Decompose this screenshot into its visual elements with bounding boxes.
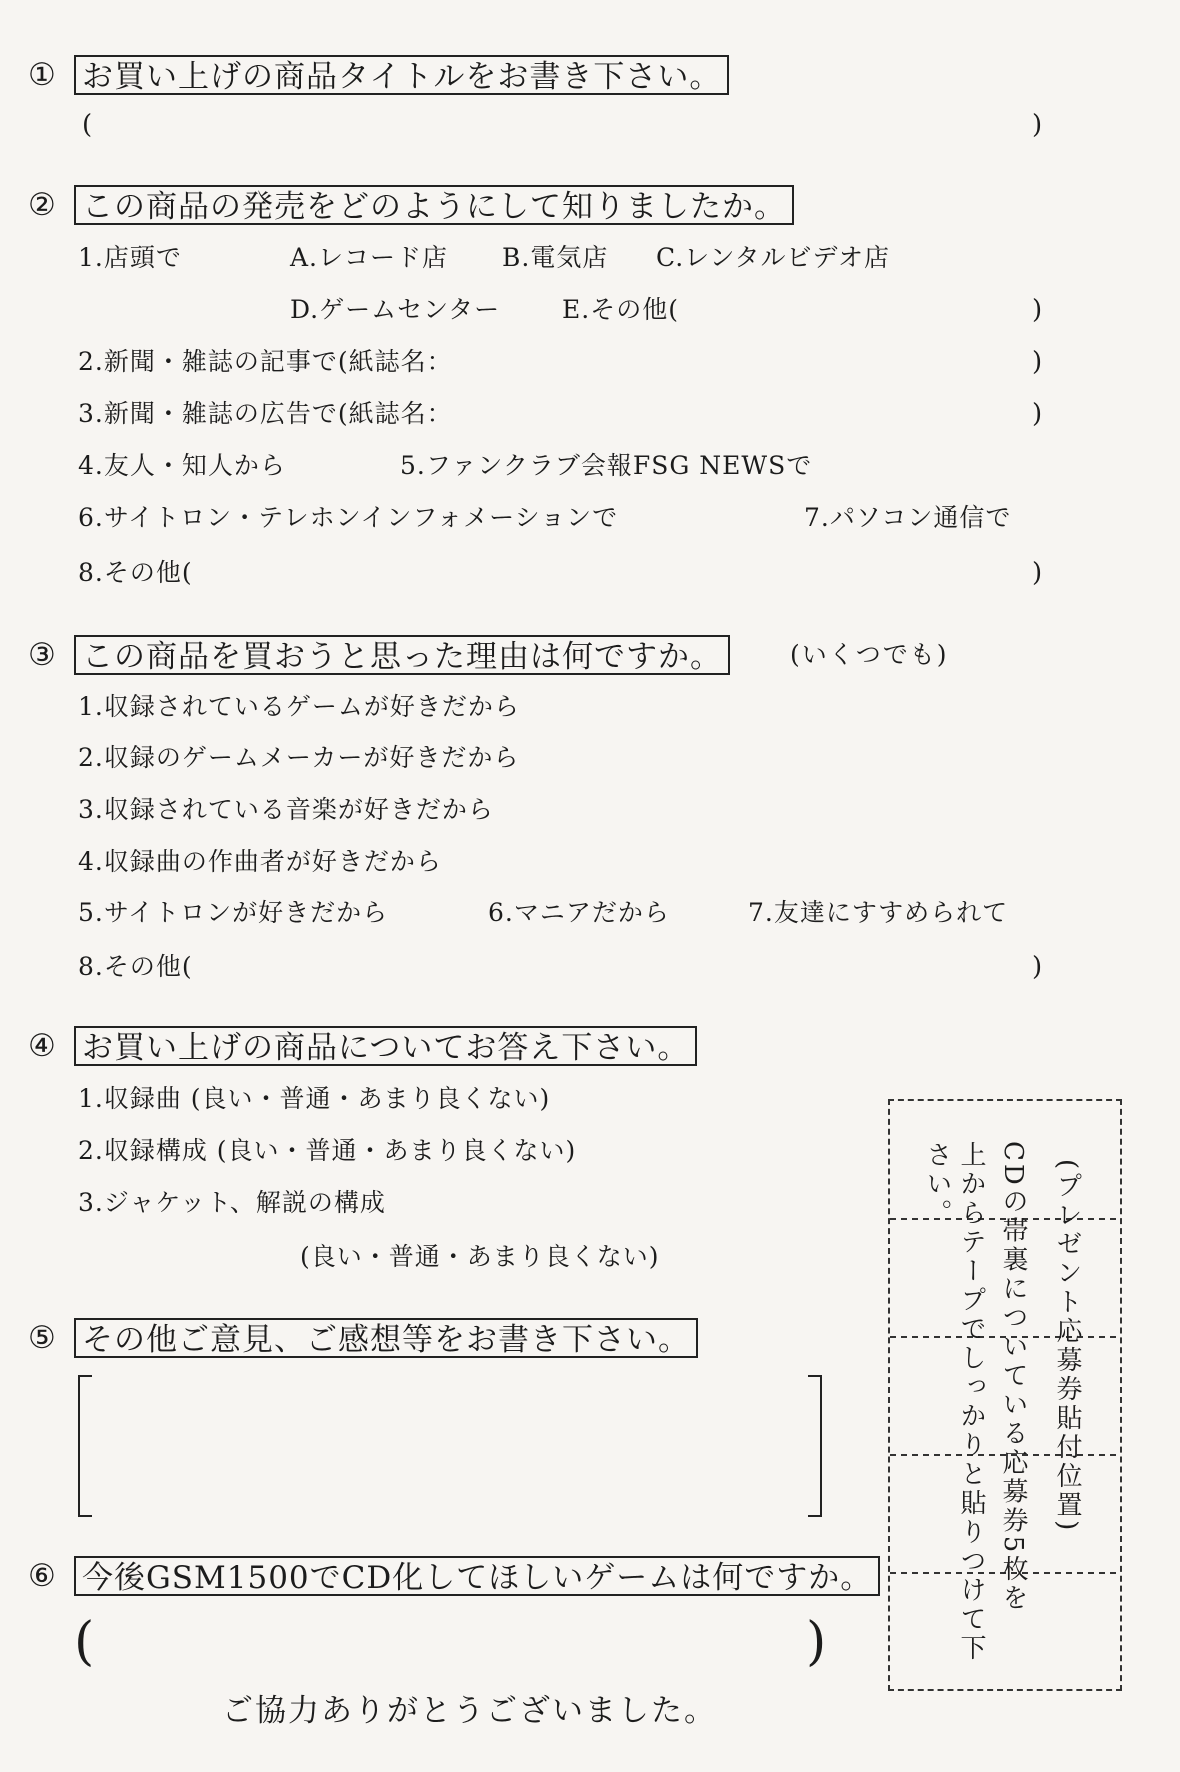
q4-title: お買い上げの商品についてお答え下さい。 <box>74 1026 697 1066</box>
q4-option-2: 2.収録構成 (良い・普通・あまり良くない) <box>78 1136 577 1165</box>
q2-number: ② <box>28 187 56 223</box>
q3-option-8-close: ) <box>1032 952 1043 982</box>
q6-title: 今後GSM1500でCD化してほしいゲームは何ですか。 <box>74 1556 880 1596</box>
q2-option-1e: E.その他( <box>562 295 679 324</box>
q2-option-1b: B.電気店 <box>502 243 609 272</box>
sticker-instruction-1: CDの帯裏についている応募券5枚を <box>998 1141 1028 1614</box>
q3-option-2: 2.収録のゲームメーカーが好きだから <box>78 743 520 772</box>
q1-number: ① <box>28 57 56 93</box>
q2-option-7: 7.パソコン通信で <box>804 503 1012 532</box>
q2-option-1c: C.レンタルビデオ店 <box>656 243 891 272</box>
q2-option-6: 6.サイトロン・テレホンインフォメーションで <box>78 503 619 532</box>
q2-option-8: 8.その他( <box>78 558 193 587</box>
q6-number: ⑥ <box>28 1558 56 1594</box>
q3-option-8: 8.その他( <box>78 952 193 981</box>
q4-option-3: 3.ジャケット、解説の構成 <box>78 1188 386 1217</box>
q2-option-3-close: ) <box>1032 399 1043 429</box>
q2-option-2: 2.新聞・雑誌の記事で(紙誌名： <box>78 347 453 376</box>
q3-option-1: 1.収録されているゲームが好きだから <box>78 692 520 721</box>
q1-title: お買い上げの商品タイトルをお書き下さい。 <box>74 55 729 95</box>
q3-option-4: 4.収録曲の作曲者が好きだから <box>78 847 442 876</box>
q2-option-4: 4.友人・知人から <box>78 451 286 480</box>
q2-option-2-close: ) <box>1032 347 1043 377</box>
q4-number: ④ <box>28 1028 56 1064</box>
closing-message: ご協力ありがとうございました。 <box>222 1693 717 1729</box>
q2-option-1a: A.レコード店 <box>290 243 449 272</box>
q2-option-3: 3.新聞・雑誌の広告で(紙誌名： <box>78 399 453 428</box>
q6-answer-area[interactable] <box>100 1620 800 1666</box>
q5-right-bracket <box>808 1375 822 1517</box>
q3-option-5: 5.サイトロンが好きだから <box>78 898 389 927</box>
q2-option-8-close: ) <box>1032 558 1043 588</box>
q3-note: (いくつでも) <box>790 640 949 669</box>
q6-close-paren: ) <box>806 1612 827 1672</box>
q5-number: ⑤ <box>28 1320 56 1356</box>
q2-title: この商品の発売をどのようにして知りましたか。 <box>74 185 794 225</box>
q1-open-paren: ( <box>82 110 93 140</box>
sticker-area <box>888 1099 1122 1691</box>
q2-option-1e-close: ) <box>1032 295 1043 325</box>
sticker-title: (プレゼント応募券貼付位置) <box>1052 1159 1082 1534</box>
sticker-instruction-2: 上からテープでしっかりと貼りつけて下さい。 <box>922 1141 986 1663</box>
q4-option-1: 1.収録曲 (良い・普通・あまり良くない) <box>78 1084 551 1113</box>
q1-close-paren: ) <box>1032 110 1043 140</box>
q3-title: この商品を買おうと思った理由は何ですか。 <box>74 635 730 675</box>
q2-option-1d: D.ゲームセンター <box>290 295 501 324</box>
q5-left-bracket <box>78 1375 92 1517</box>
q3-option-3: 3.収録されている音楽が好きだから <box>78 795 494 824</box>
q5-answer-area[interactable] <box>78 1375 822 1517</box>
q5-title: その他ご意見、ご感想等をお書き下さい。 <box>74 1318 698 1358</box>
q2-option-1: 1.店頭で <box>78 243 182 272</box>
q2-option-5: 5.ファンクラブ会報FSG NEWSで <box>400 451 813 480</box>
q6-open-paren: ( <box>74 1612 95 1672</box>
q3-option-7: 7.友達にすすめられて <box>748 898 1009 927</box>
q3-option-6: 6.マニアだから <box>488 898 670 927</box>
q3-number: ③ <box>28 637 56 673</box>
q4-option-3-rating: (良い・普通・あまり良くない) <box>300 1242 660 1271</box>
